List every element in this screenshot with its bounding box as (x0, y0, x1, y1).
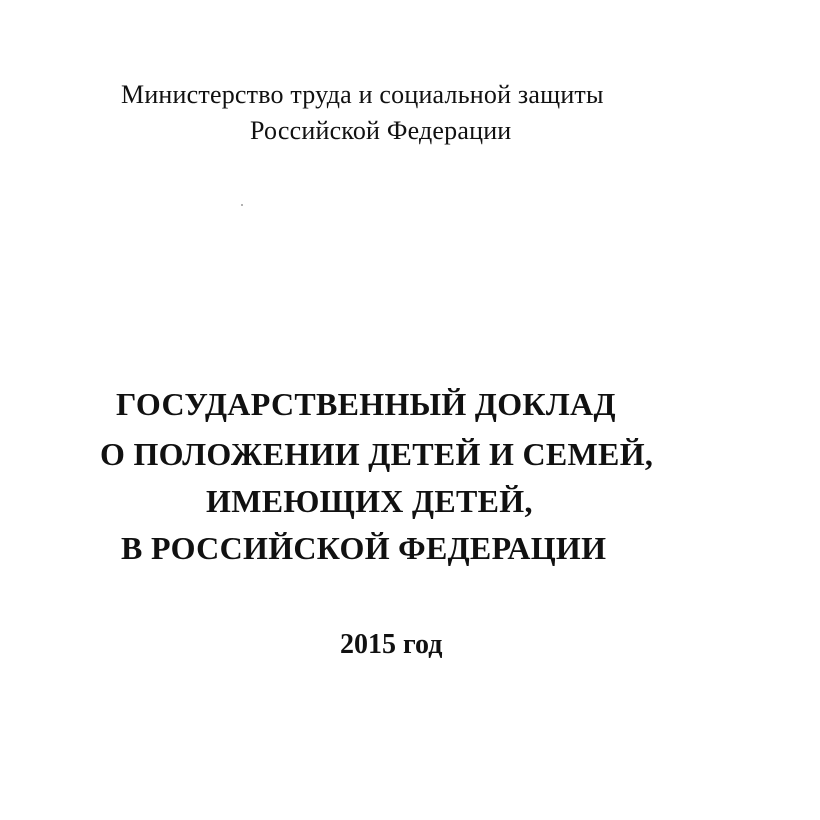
scan-speck (241, 204, 243, 206)
report-title-line-2: О ПОЛОЖЕНИИ ДЕТЕЙ И СЕМЕЙ, (100, 436, 654, 472)
organization-name-line-1: Министерство труда и социальной защиты (121, 80, 604, 109)
report-title-line-4: В РОССИЙСКОЙ ФЕДЕРАЦИИ (121, 530, 607, 566)
report-title-line-1: ГОСУДАРСТВЕННЫЙ ДОКЛАД (116, 386, 616, 422)
report-title-line-3: ИМЕЮЩИХ ДЕТЕЙ, (206, 483, 533, 519)
report-year: 2015 год (340, 629, 443, 660)
organization-name-line-2: Российской Федерации (250, 116, 512, 145)
